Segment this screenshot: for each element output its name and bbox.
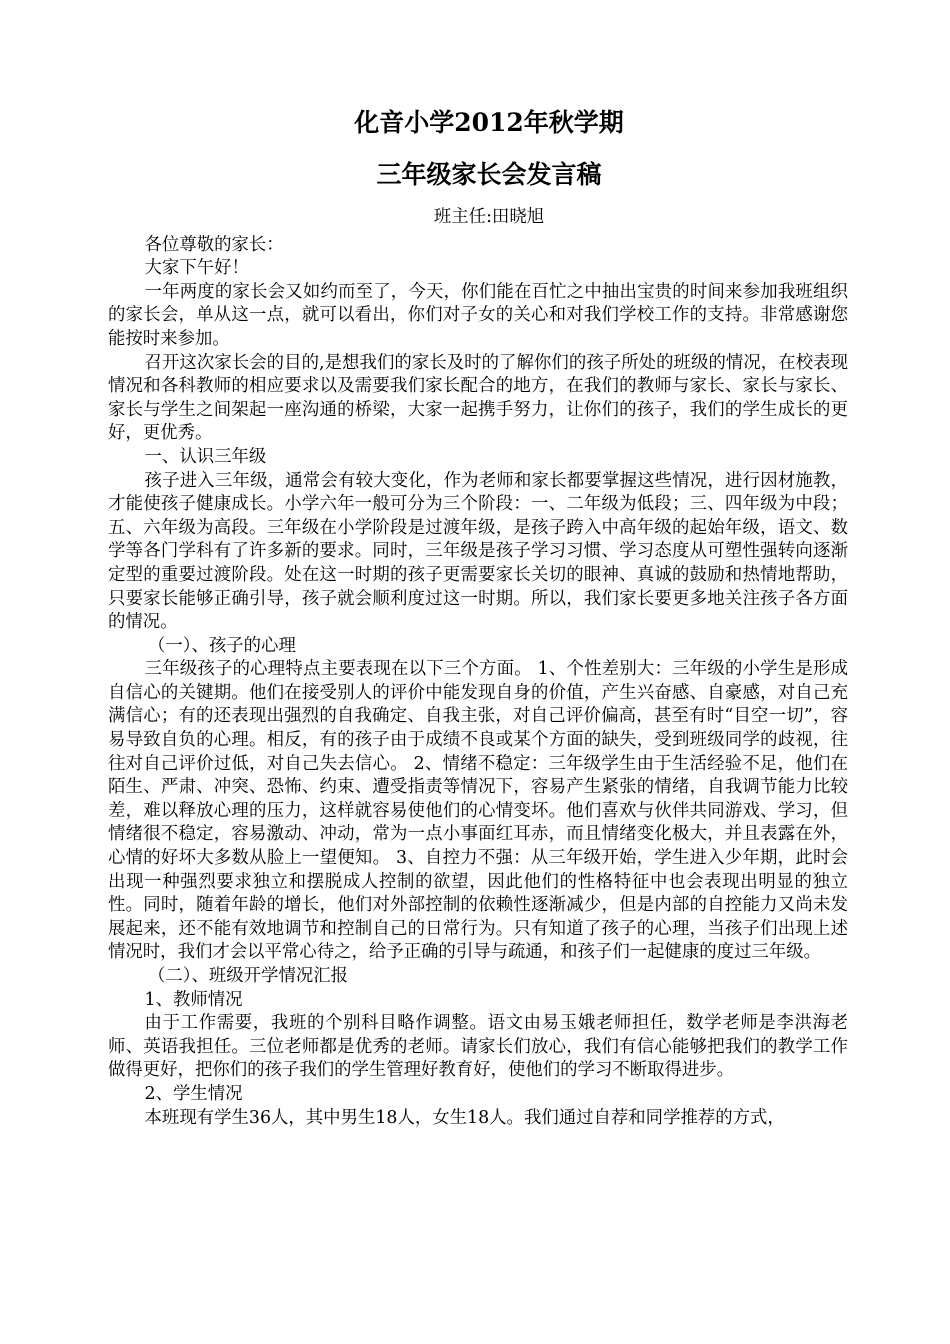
document-page bbox=[108, 108, 848, 1130]
document-title: 化音小学2012年秋学期 bbox=[354, 108, 624, 137]
paragraph-purpose: 召开这次家长会的目的,是想我们的家长及时的了解你们的孩子所处的班级的情况，在校表现情况和各科教师的相应要求以及需要我们家长配合的地方，在我们的教师与家长、家长与家长、家长与学生之间架起一座沟通的桥梁，大家一起携手努力，让你们的孩子，我们的学生成长的更好，更优秀。 bbox=[108, 352, 848, 444]
paragraph-grade-three: 孩子进入三年级，通常会有较大变化，作为老师和家长都要掌握这些情况，进行因材施教，才能使孩子健康成长。小学六年一般可分为三个阶段：一、二年级为低段；三、四年级为中段；五、六年级为高段。三年级在小学阶段是过渡年级，是孩子跨入中高年级的起始年级，语文、数学等各门学科有了许多新的要求。同时，三年级是孩子学习习惯、学习态度从可塑性强转向逐渐定型的重要过渡阶段。处在这一时期的孩子更需要家长关切的眼神、真诚的鼓励和热情地帮助，只要家长能够正确引导，孩子就会顺利度过这一时期。所以，我们家长要更多地关注孩子各方面的情况。 bbox=[108, 470, 848, 633]
subsection-heading-class-report: （二）、班级开学情况汇报 bbox=[148, 966, 349, 986]
item-heading-teachers: 1、教师情况 bbox=[144, 989, 243, 1010]
item-heading-students: 2、学生情况 bbox=[144, 1083, 243, 1104]
greeting: 大家下午好！ bbox=[144, 258, 249, 279]
subsection-heading-psychology: （一）、孩子的心理 bbox=[148, 635, 296, 656]
paragraph-students: 本班现有学生36人，其中男生18人，女生18人。我们通过自荐和同学推荐的方式， bbox=[144, 1107, 785, 1128]
paragraph-teachers: 由于工作需要，我班的个别科目略作调整。语文由易玉娥老师担任，数学老师是李洪海老师、英语我担任。三位老师都是优秀的老师。请家长们放心，我们有信心能够把我们的教学工作做得更好，把你们的孩子我们的学生管理好教育好，使他们的学习不断取得进步。 bbox=[108, 1013, 848, 1081]
paragraph-psychology: 三年级孩子的心理特点主要表现在以下三个方面。 1、个性差别大：三年级的小学生是形成自信心的关键期。他们在接受别人的评价中能发现自身的价值，产生兴奋感、自豪感，对自己充满信心；有的还表现出强烈的自我确定、自我主张，对自己评价偏高，甚至有时“目空一切”，容易导致自负的心理。相反，有的孩子由于成绩不良或某个方面的缺失，受到班级同学的歧视，往往对自己评价过低，对自己失去信心。 2、情绪不稳定：三年级学生由于生活经验不足，他们在陌生、严肃、冲突、恐怖、约束、遭受指责等情况下，容易产生紧张的情绪，自我调节能力比较差，难以释放心理的压力，这样就容易使他们的心情变坏。他们喜欢与伙伴共同游戏、学习，但情绪很不稳定，容易激动、冲动，常为一点小事面红耳赤，而且情绪变化极大，并且表露在外，心情的好坏大多数从脸上一望便知。 3、自控力不强：从三年级开始，学生进入少年期，此时会出现一种强烈要求独立和摆脱成人控制的欲望，因此他们的性格特征中也会表现出明显的独立性。同时，随着年龄的增长，他们对外部控制的依赖性逐渐减少，但是内部的自控能力又尚未发展起来，还不能有效地调节和控制自己的日常行为。只有知道了孩子的心理，当孩子们出现上述情况时，我们才会以平常心待之，给予正确的引导与疏通，和孩子们一起健康的度过三年级。 bbox=[108, 659, 848, 963]
paragraph-intro: 一年两度的家长会又如约而至了，今天，你们能在百忙之中抽出宝贵的时间来参加我班组织的家长会，单从这一点，就可以看出，你们对子女的关心和对我们学校工作的支持。非常感谢您能按时来参加。 bbox=[108, 281, 848, 349]
section-heading-1: 一、认识三年级 bbox=[144, 446, 267, 467]
salutation: 各位尊敬的家长： bbox=[144, 234, 284, 255]
author-line: 班主任:田晓旭 bbox=[433, 207, 545, 227]
document-subtitle: 三年级家长会发言稿 bbox=[376, 160, 602, 189]
